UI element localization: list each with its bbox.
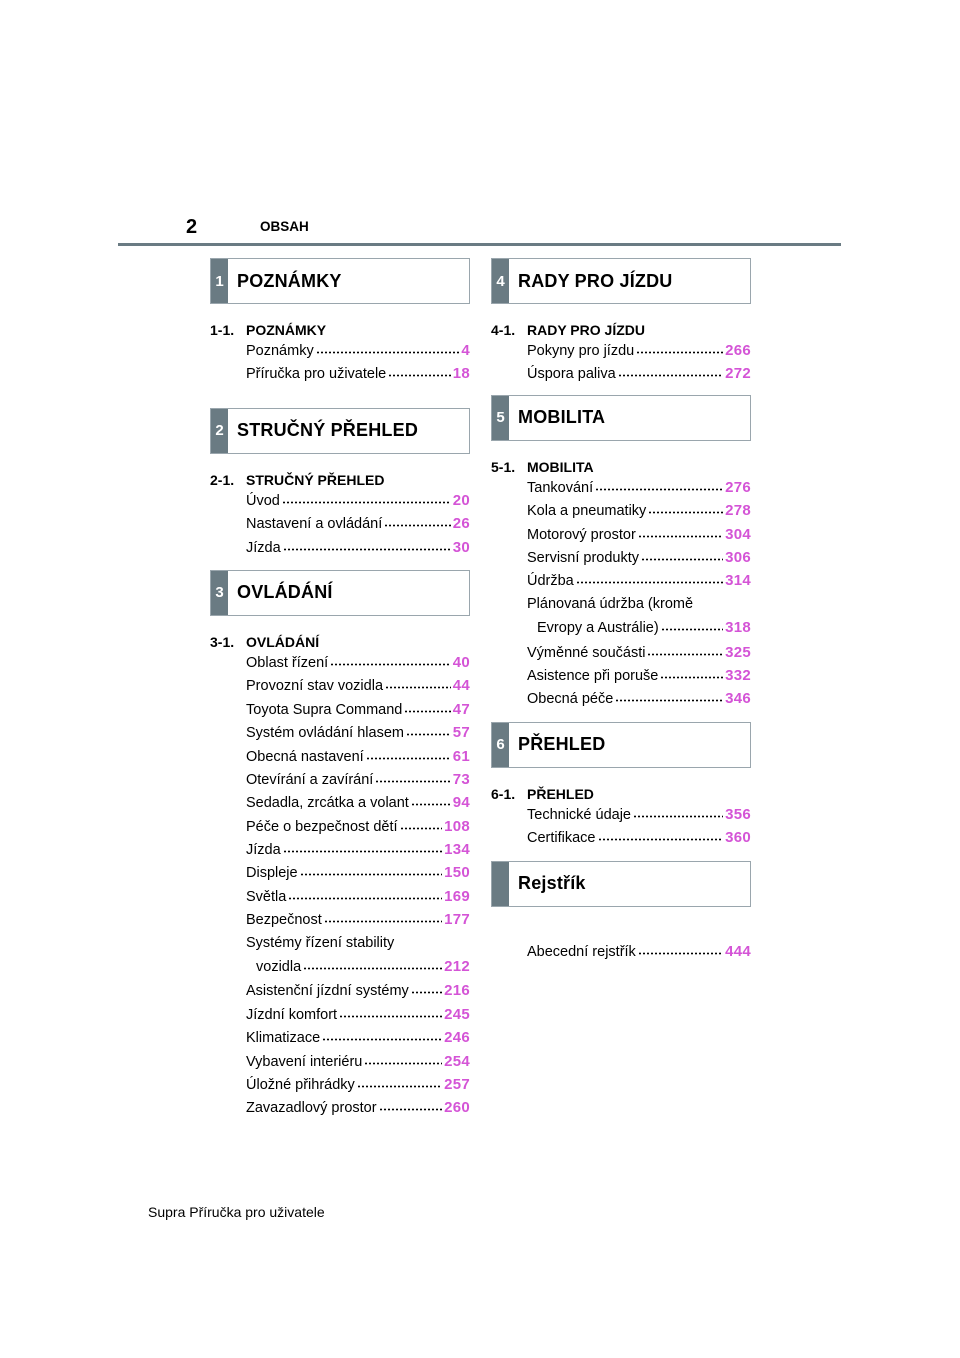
dot-leader — [288, 885, 442, 901]
toc-entry[interactable] — [246, 651, 470, 674]
toc-entry[interactable] — [246, 1096, 470, 1119]
toc-page-link[interactable]: 212 — [444, 958, 470, 976]
toc-list — [210, 489, 470, 559]
toc-entry[interactable] — [527, 569, 751, 592]
toc-entry[interactable] — [527, 546, 751, 569]
page-title: OBSAH — [260, 219, 309, 234]
dot-leader — [400, 815, 443, 831]
subsection-number: 2-1. — [210, 471, 235, 488]
dot-leader — [598, 826, 724, 842]
toc-list — [491, 641, 751, 711]
subsection-heading — [491, 321, 751, 339]
toc-entry-label: Technické údaje — [527, 804, 631, 827]
dot-leader — [633, 803, 723, 819]
toc-entry[interactable] — [527, 940, 751, 963]
toc-entry[interactable] — [527, 664, 751, 687]
toc-page-link[interactable]: 40 — [452, 653, 470, 671]
toc-entry[interactable] — [246, 362, 470, 385]
dot-leader — [636, 339, 723, 355]
subsection-title: POZNÁMKY — [246, 322, 327, 338]
section-title: POZNÁMKY — [237, 270, 342, 291]
toc-entry[interactable] — [246, 768, 470, 791]
dot-leader — [648, 499, 723, 515]
toc-page-link[interactable]: 246 — [444, 1029, 470, 1047]
toc-entry[interactable] — [246, 838, 470, 861]
section-header-1[interactable] — [210, 258, 470, 304]
toc-entry[interactable] — [246, 932, 470, 980]
dot-leader — [661, 616, 723, 632]
subsection-title: RADY PRO JÍZDU — [527, 322, 645, 338]
subsection-heading — [491, 458, 751, 476]
subsection-title: OVLÁDÁNÍ — [246, 633, 320, 650]
toc-entry[interactable] — [527, 339, 751, 362]
subsection-title: STRUČNÝ PŘEHLED — [246, 471, 385, 488]
toc-entry-label: Světla — [246, 886, 286, 909]
toc-entry-label: Otevírání a zavírání — [246, 769, 373, 792]
toc-entry-label: Péče o bezpečnost dětí — [246, 816, 398, 839]
toc-page-link[interactable]: 169 — [444, 887, 470, 905]
section-header-4[interactable] — [491, 258, 751, 304]
toc-entry-label: Asistence při poruše — [527, 665, 658, 688]
toc-page-link[interactable]: 260 — [444, 1099, 470, 1117]
toc-page-link[interactable]: 108 — [444, 817, 470, 835]
dot-leader — [638, 523, 723, 539]
section-tab-number: 3 — [211, 571, 228, 615]
toc-page-link[interactable]: 61 — [452, 747, 470, 765]
toc-entry-label: Servisní produkty — [527, 547, 639, 570]
toc-column-left — [210, 258, 470, 1120]
toc-page-link[interactable]: 304 — [725, 525, 751, 543]
toc-page-link[interactable]: 266 — [725, 342, 751, 359]
toc-entry-label: Příručka pro uživatele — [246, 363, 386, 386]
toc-entry[interactable] — [246, 908, 470, 931]
dot-leader — [282, 489, 451, 505]
toc-entry[interactable] — [246, 815, 470, 838]
toc-entry-label: Toyota Supra Command — [246, 699, 402, 722]
toc-entry-label: Jízda — [246, 839, 281, 862]
section-tab-number: 4 — [492, 259, 509, 303]
toc-entry[interactable] — [527, 803, 751, 826]
dot-leader — [322, 1026, 442, 1042]
dot-leader — [404, 698, 450, 714]
dot-leader — [384, 512, 450, 528]
toc-page-link[interactable]: 4 — [461, 342, 470, 359]
toc-entry-label: Nastavení a ovládání — [246, 513, 382, 536]
toc-entry-label: Sedadla, zrcátka a volant — [246, 792, 409, 815]
toc-page-link[interactable]: 346 — [725, 690, 751, 708]
toc-list — [491, 803, 751, 850]
toc-page-link[interactable]: 57 — [452, 724, 470, 742]
dot-leader — [300, 861, 442, 877]
toc-entry-label: Systém ovládání hlasem — [246, 722, 404, 745]
toc-entry[interactable] — [527, 499, 751, 522]
toc-entry-label: Vybavení interiéru — [246, 1051, 362, 1074]
toc-page-link[interactable]: 134 — [444, 841, 470, 859]
toc-entry-label: Jízda — [246, 537, 281, 560]
toc-page-link[interactable]: 360 — [725, 829, 751, 847]
toc-entry-label: Systémy řízení stability — [246, 934, 395, 951]
toc-entry[interactable] — [246, 512, 470, 535]
toc-entry[interactable] — [246, 745, 470, 768]
toc-list — [491, 339, 751, 386]
toc-entry-label: Pokyny pro jízdu — [527, 340, 634, 363]
toc-entry-label: Úvod — [246, 490, 280, 513]
subsection-number: 5-1. — [491, 458, 516, 475]
subsection-heading — [210, 633, 470, 651]
toc-entry[interactable] — [246, 536, 470, 559]
toc-entry[interactable] — [527, 523, 751, 546]
toc-entry[interactable] — [246, 721, 470, 744]
page-number: 2 — [186, 216, 198, 238]
subsection-title: MOBILITA — [527, 458, 594, 475]
toc-column-right — [491, 258, 751, 963]
section-tab-blank — [492, 862, 509, 906]
toc-entry-label: Bezpečnost — [246, 909, 322, 932]
toc-entry[interactable] — [246, 979, 470, 1002]
dot-leader — [618, 362, 723, 378]
section-header-3[interactable] — [210, 570, 470, 616]
toc-entry-label: Úložné přihrádky — [246, 1074, 355, 1097]
toc-page-link[interactable]: 44 — [452, 677, 470, 695]
section-header-5[interactable] — [491, 395, 751, 441]
toc-page-link[interactable]: 26 — [452, 515, 470, 533]
toc-entry-label: Úspora paliva — [527, 363, 616, 386]
dot-leader — [595, 476, 723, 492]
toc-list — [210, 979, 470, 1119]
toc-entry-label: Certifikace — [527, 827, 596, 850]
section-header-index[interactable] — [491, 861, 751, 907]
subsection-number: 4-1. — [491, 322, 516, 338]
toc-page-link[interactable]: 272 — [725, 365, 751, 383]
toc-entry[interactable] — [527, 687, 751, 710]
header-divider — [118, 243, 841, 246]
toc-page-link[interactable]: 306 — [725, 548, 751, 566]
dot-leader — [647, 641, 723, 657]
toc-entry-label: Abecední rejstřík — [527, 941, 636, 964]
dot-leader — [330, 651, 451, 667]
toc-entry-label: Oblast řízení — [246, 652, 328, 675]
section-tab-number: 5 — [492, 396, 509, 440]
toc-page-link[interactable]: 278 — [725, 502, 751, 520]
toc-page-link[interactable]: 150 — [444, 864, 470, 882]
toc-entry-label: Výměnné součásti — [527, 642, 645, 665]
subsection-title: PŘEHLED — [527, 785, 594, 802]
toc-entry-label-cont: Evropy a Austrálie) — [537, 620, 659, 637]
dot-leader — [379, 1096, 443, 1112]
dot-leader — [660, 664, 723, 680]
dot-leader — [366, 745, 451, 761]
toc-entry-label: Obecná nastavení — [246, 746, 364, 769]
toc-entry[interactable] — [246, 1026, 470, 1049]
section-tab-number: 2 — [211, 409, 228, 453]
toc-page-link[interactable]: 20 — [452, 491, 470, 509]
dot-leader — [411, 979, 442, 995]
dot-leader — [411, 791, 451, 807]
subsection-number: 1-1. — [210, 322, 235, 338]
toc-page-link[interactable]: 314 — [725, 572, 751, 590]
toc-page-link[interactable]: 332 — [725, 666, 751, 684]
subsection-heading — [491, 785, 751, 803]
toc-page-link[interactable]: 254 — [444, 1052, 470, 1070]
dot-leader — [303, 955, 442, 971]
toc-entry[interactable] — [246, 339, 470, 362]
toc-entry-label: Tankování — [527, 477, 593, 500]
toc-entry[interactable] — [527, 826, 751, 849]
dot-leader — [339, 1003, 442, 1019]
subsection-heading — [210, 321, 470, 339]
toc-page-link[interactable]: 444 — [725, 942, 751, 960]
toc-entry[interactable] — [246, 1050, 470, 1073]
toc-entry[interactable] — [246, 885, 470, 908]
subsection-heading — [210, 471, 470, 489]
toc-entry[interactable] — [527, 593, 751, 641]
dot-leader — [406, 721, 451, 737]
toc-page-link[interactable]: 318 — [725, 619, 751, 637]
toc-page-link[interactable]: 325 — [725, 643, 751, 661]
toc-page-link[interactable]: 216 — [444, 982, 470, 1000]
dot-leader — [615, 687, 723, 703]
toc-page-link[interactable]: 94 — [452, 794, 470, 812]
toc-entry-label: Kola a pneumatiky — [527, 500, 646, 523]
toc-entry-label: Klimatizace — [246, 1027, 320, 1050]
section-tab-number: 1 — [211, 259, 228, 303]
dot-leader — [375, 768, 450, 784]
dot-leader — [641, 546, 723, 562]
dot-leader — [576, 569, 723, 585]
subsection-number: 3-1. — [210, 633, 235, 650]
toc-list — [210, 339, 470, 386]
toc-entry-label-cont: vozidla — [256, 959, 302, 976]
toc-entry-label: Plánovaná údržba (kromě — [527, 595, 694, 612]
toc-entry[interactable] — [246, 489, 470, 512]
dot-leader — [638, 940, 723, 956]
dot-leader — [283, 536, 451, 552]
toc-page-link[interactable]: 177 — [444, 911, 470, 929]
toc-list — [491, 940, 751, 963]
toc-entry-label: Asistenční jízdní systémy — [246, 980, 409, 1003]
toc-entry[interactable] — [246, 861, 470, 884]
toc-page-link[interactable]: 30 — [452, 538, 470, 556]
toc-entry-label: Displeje — [246, 862, 298, 885]
toc-entry-label: Motorový prostor — [527, 524, 636, 547]
toc-entry-label: Jízdní komfort — [246, 1004, 337, 1027]
section-header-2[interactable] — [210, 408, 470, 454]
toc-page-link[interactable]: 276 — [725, 478, 751, 496]
toc-entry-label: Údržba — [527, 570, 574, 593]
toc-page-link[interactable]: 47 — [452, 700, 470, 718]
toc-entry[interactable] — [246, 698, 470, 721]
toc-entry-label: Zavazadlový prostor — [246, 1097, 377, 1120]
toc-page-link[interactable]: 257 — [444, 1076, 470, 1094]
toc-entry-label: Provozní stav vozidla — [246, 675, 383, 698]
dot-leader — [364, 1050, 442, 1066]
dot-leader — [324, 908, 442, 924]
toc-page-link[interactable]: 73 — [452, 770, 470, 788]
toc-list — [210, 651, 470, 932]
toc-entry[interactable] — [246, 1003, 470, 1026]
dot-leader — [283, 838, 442, 854]
section-title: RADY PRO JÍZDU — [518, 270, 673, 291]
section-title: OVLÁDÁNÍ — [237, 582, 333, 603]
toc-entry-label: Obecná péče — [527, 688, 613, 711]
section-tab-number: 6 — [492, 723, 509, 767]
section-title: MOBILITA — [518, 407, 606, 428]
toc-list — [491, 476, 751, 593]
page-footer: Supra Příručka pro uživatele — [148, 1204, 325, 1220]
toc-page-link[interactable]: 356 — [725, 805, 751, 823]
toc-entry[interactable] — [527, 476, 751, 499]
dot-leader — [357, 1073, 442, 1089]
toc-page-link[interactable]: 18 — [452, 365, 470, 383]
toc-entry[interactable] — [527, 641, 751, 664]
dot-leader — [388, 362, 450, 378]
toc-entry[interactable] — [246, 791, 470, 814]
toc-entry[interactable] — [527, 362, 751, 385]
section-header-6[interactable] — [491, 722, 751, 768]
section-title: Rejstřík — [518, 873, 586, 893]
toc-entry[interactable] — [246, 1073, 470, 1096]
toc-entry[interactable] — [246, 674, 470, 697]
toc-entry-label: Poznámky — [246, 340, 314, 363]
section-title: PŘEHLED — [518, 734, 606, 755]
dot-leader — [385, 674, 451, 690]
toc-page-link[interactable]: 245 — [444, 1005, 470, 1023]
section-title: STRUČNÝ PŘEHLED — [237, 420, 419, 441]
subsection-number: 6-1. — [491, 785, 516, 802]
dot-leader — [316, 339, 460, 355]
